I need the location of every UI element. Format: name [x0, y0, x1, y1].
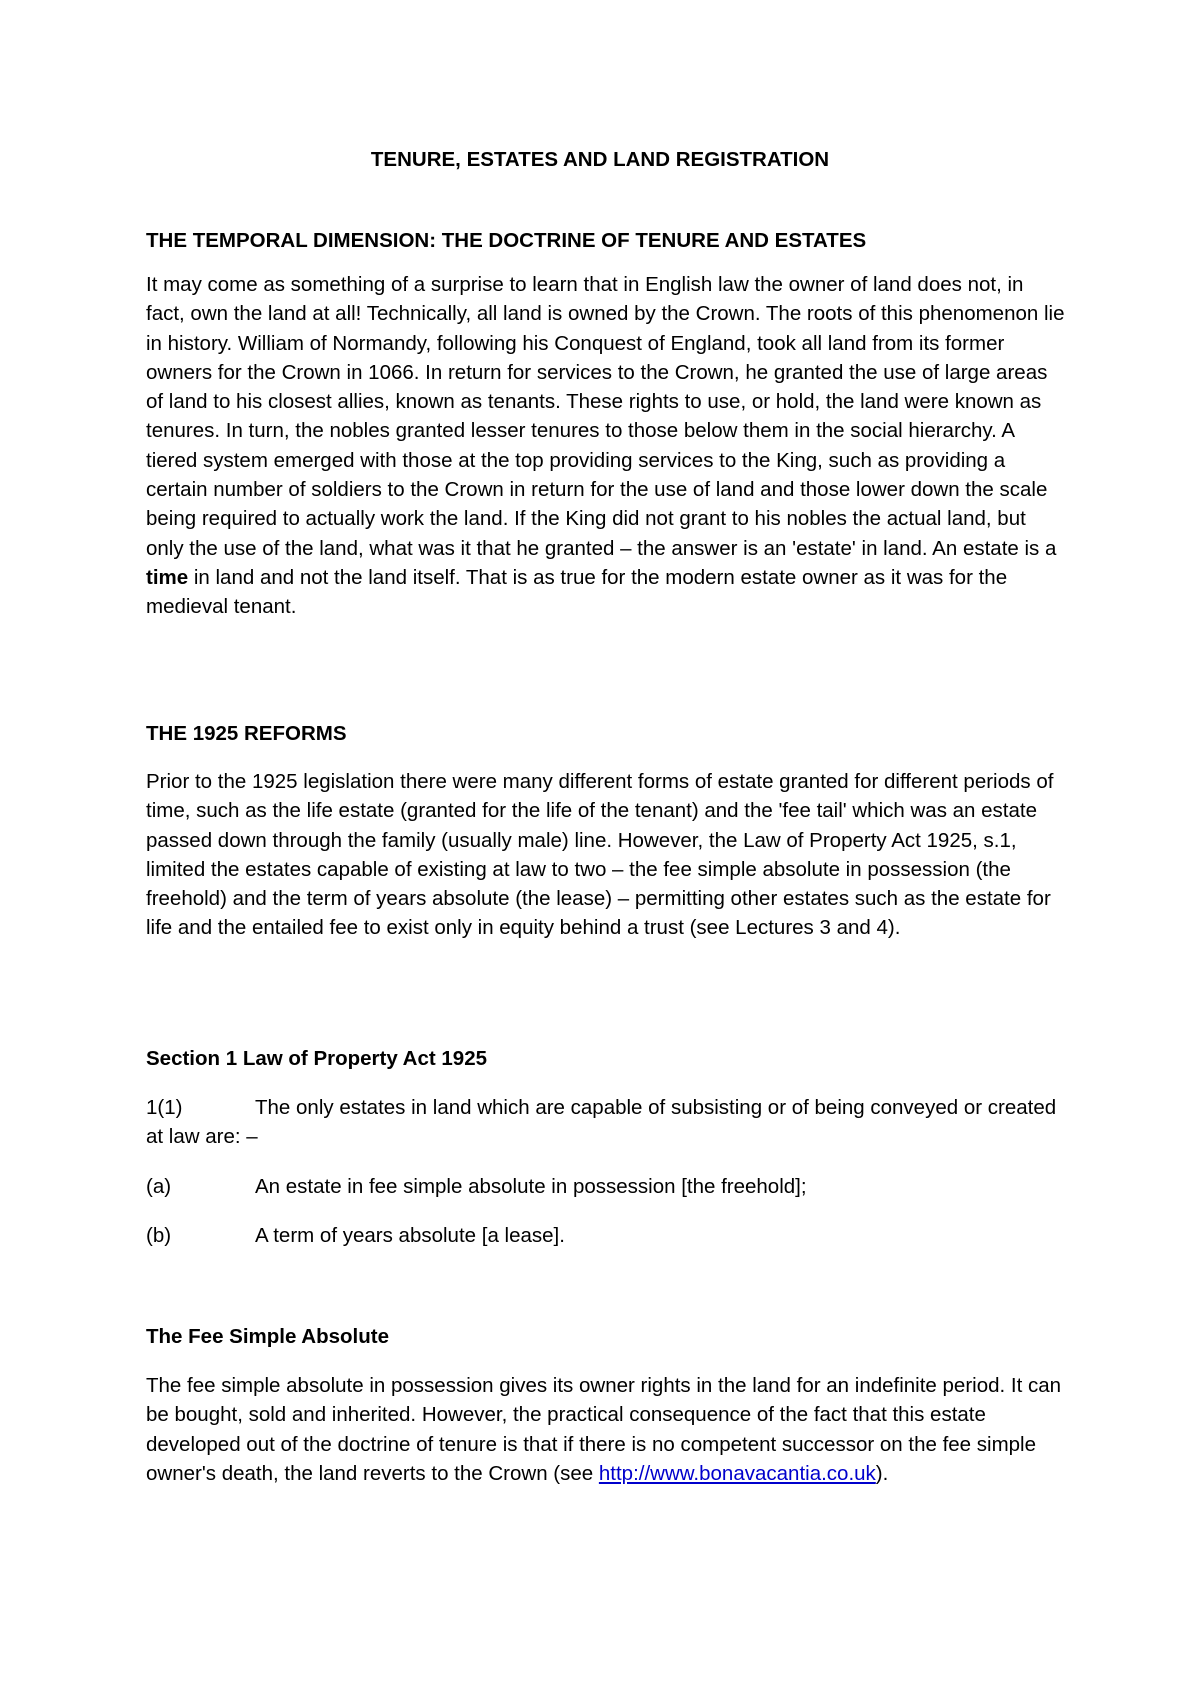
clause-item-text: A term of years absolute [a lease].	[255, 1224, 565, 1247]
clause-1-1	[146, 1093, 1066, 1152]
paragraph-text: It may come as something of a surprise to learn that in English law the owner of land does not, in fact, own the land at all! Technically, all land is owned by the Crown. The roots of this phenomenon lie in history. William of Normandy, following his Conquest of England, took all land from its former owners for the Crown in 1066. In return for services to the Crown, he granted the use of large areas of land to his closest allies, known as tenants. These rights to use, or hold, the land were known as tenures. In turn, the nobles granted lesser tenures to those below them in the social hierarchy. A tiered system emerged with those at the top providing services to the King, such as providing a certain number of soldiers to the Crown in return for the use of land and those lower down the scale being required to actually work the land. If the King did not grant to his nobles the actual land, but only the use of the land, what was it that he granted – the answer is an 'estate' in land. An estate is a	[146, 273, 1065, 560]
paragraph-text-end: in land and not the land itself. That is as true for the modern estate owner as it was for the medieval tenant.	[146, 565, 1008, 619]
clause-item-b	[146, 1221, 1066, 1250]
clause-item-a	[146, 1172, 1066, 1201]
paragraph-fee-simple-absolute	[146, 1371, 1066, 1488]
clause-item-label: (b)	[146, 1224, 172, 1247]
clause-item-text: An estate in fee simple absolute in possession [the freehold];	[255, 1175, 807, 1198]
clause-item-label: (a)	[146, 1175, 172, 1198]
document-title: TENURE, ESTATES AND LAND REGISTRATION	[370, 148, 830, 171]
paragraph-text: The fee simple absolute in possession gives its owner rights in the land for an indefinite period. It can be bought, sold and inherited. However, the practical consequence of the fact that this estate developed out of the doctrine of tenure is that if there is no competent successor on the fee simple owner's death, the land reverts to the Crown (see	[146, 1374, 1062, 1485]
section-heading-fee-simple-absolute: The Fee Simple Absolute	[146, 1325, 390, 1348]
paragraph-1925-reforms: Prior to the 1925 legislation there were many different forms of estate granted for different periods of time, such as the life estate (granted for the life of the tenant) and the 'fee tail' which was an estate passed down through the family (usually male) line. However, the Law of Property Act 1925, s.1, limited the estates capable of existing at law to two – the fee simple absolute in possession (the freehold) and the term of years absolute (the lease) – permitting other estates such as the estate for life and the entailed fee to exist only in equity behind a trust (see Lectures 3 and 4).	[146, 770, 1054, 940]
clause-number: 1(1)	[146, 1096, 183, 1119]
section-heading-1925-reforms: THE 1925 REFORMS	[146, 722, 347, 745]
emphasis-time: time	[146, 565, 189, 589]
paragraph-doctrine-of-tenure	[146, 270, 1066, 622]
section-heading-section-1-lpa: Section 1 Law of Property Act 1925	[146, 1047, 488, 1070]
paragraph-text-end: ).	[875, 1461, 889, 1485]
clause-text: The only estates in land which are capable of subsisting or of being conveyed or created at law are: –	[146, 1096, 1057, 1149]
section-heading-temporal-dimension: THE TEMPORAL DIMENSION: THE DOCTRINE OF TENURE AND ESTATES	[146, 229, 867, 252]
bonavacantia-link[interactable]: http://www.bonavacantia.co.uk	[598, 1461, 876, 1485]
